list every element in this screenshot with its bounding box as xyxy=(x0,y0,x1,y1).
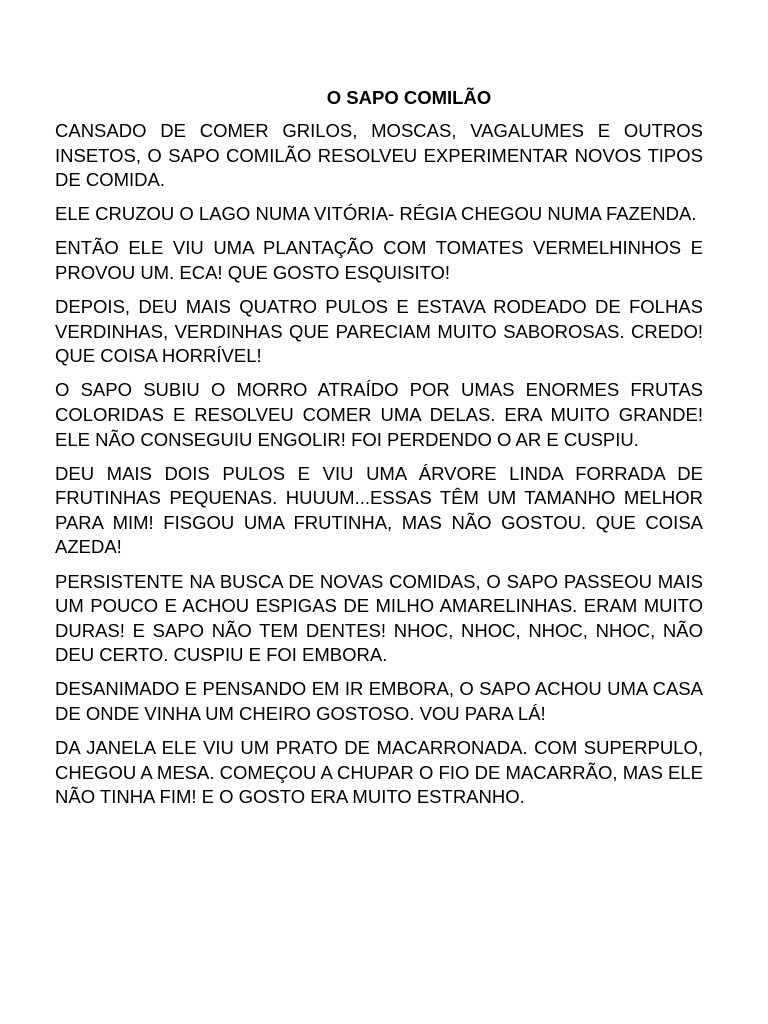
paragraph: DEPOIS, DEU MAIS QUATRO PULOS E ESTAVA RODEADO DE FOLHAS VERDINHAS, VERDINHAS QUE PARECIAM MUITO SABOROSAS. CREDO! QUE COISA HORRÍVEL! xyxy=(55,296,703,367)
paragraph: ELE CRUZOU O LAGO NUMA VITÓRIA- RÉGIA CHEGOU NUMA FAZENDA. xyxy=(55,203,697,225)
paragraph: DA JANELA ELE VIU UM PRATO DE MACARRONADA. COM SUPERPULO, CHEGOU A MESA. COMEÇOU A CHUPAR O FIO DE MACARRÃO, MAS ELE NÃO TINHA FIM! E O GOSTO ERA MUITO ESTRANHO. xyxy=(55,737,703,808)
paragraph: DESANIMADO E PENSANDO EM IR EMBORA, O SAPO ACHOU UMA CASA DE ONDE VINHA UM CHEIRO GOSTOSO. VOU PARA LÁ! xyxy=(55,678,703,724)
paragraph: ENTÃO ELE VIU UMA PLANTAÇÃO COM TOMATES VERMELHINHOS E PROVOU UM. ECA! QUE GOSTO ESQUISITO! xyxy=(55,237,703,283)
paragraph: O SAPO SUBIU O MORRO ATRAÍDO POR UMAS ENORMES FRUTAS COLORIDAS E RESOLVEU COMER UMA DELAS. ERA MUITO GRANDE! ELE NÃO CONSEGUIU ENGOLIR! FOI PERDENDO O AR E CUSPIU. xyxy=(55,379,703,450)
paragraph: PERSISTENTE NA BUSCA DE NOVAS COMIDAS, O SAPO PASSEOU MAIS UM POUCO E ACHOU ESPIGAS DE MILHO AMARELINHAS. ERAM MUITO DURAS! E SAPO NÃO TEM DENTES! NHOC, NHOC, NHOC, NHOC, NÃO DEU CERTO. CUSPIU E FOI EMBORA. xyxy=(55,570,703,666)
document-page xyxy=(55,86,703,819)
paragraph: DEU MAIS DOIS PULOS E VIU UMA ÁRVORE LINDA FORRADA DE FRUTINHAS PEQUENAS. HUUUM...ESSAS TÊM UM TAMANHO MELHOR PARA MIM! FISGOU UMA FRUTINHA, MAS NÃO GOSTOU. QUE COISA AZEDA! xyxy=(55,462,703,558)
paragraph: CANSADO DE COMER GRILOS, MOSCAS, VAGALUMES E OUTROS INSETOS, O SAPO COMILÃO RESOLVEU EXPERIMENTAR NOVOS TIPOS DE COMIDA. xyxy=(55,120,703,191)
document-title: O SAPO COMILÃO xyxy=(326,87,492,108)
